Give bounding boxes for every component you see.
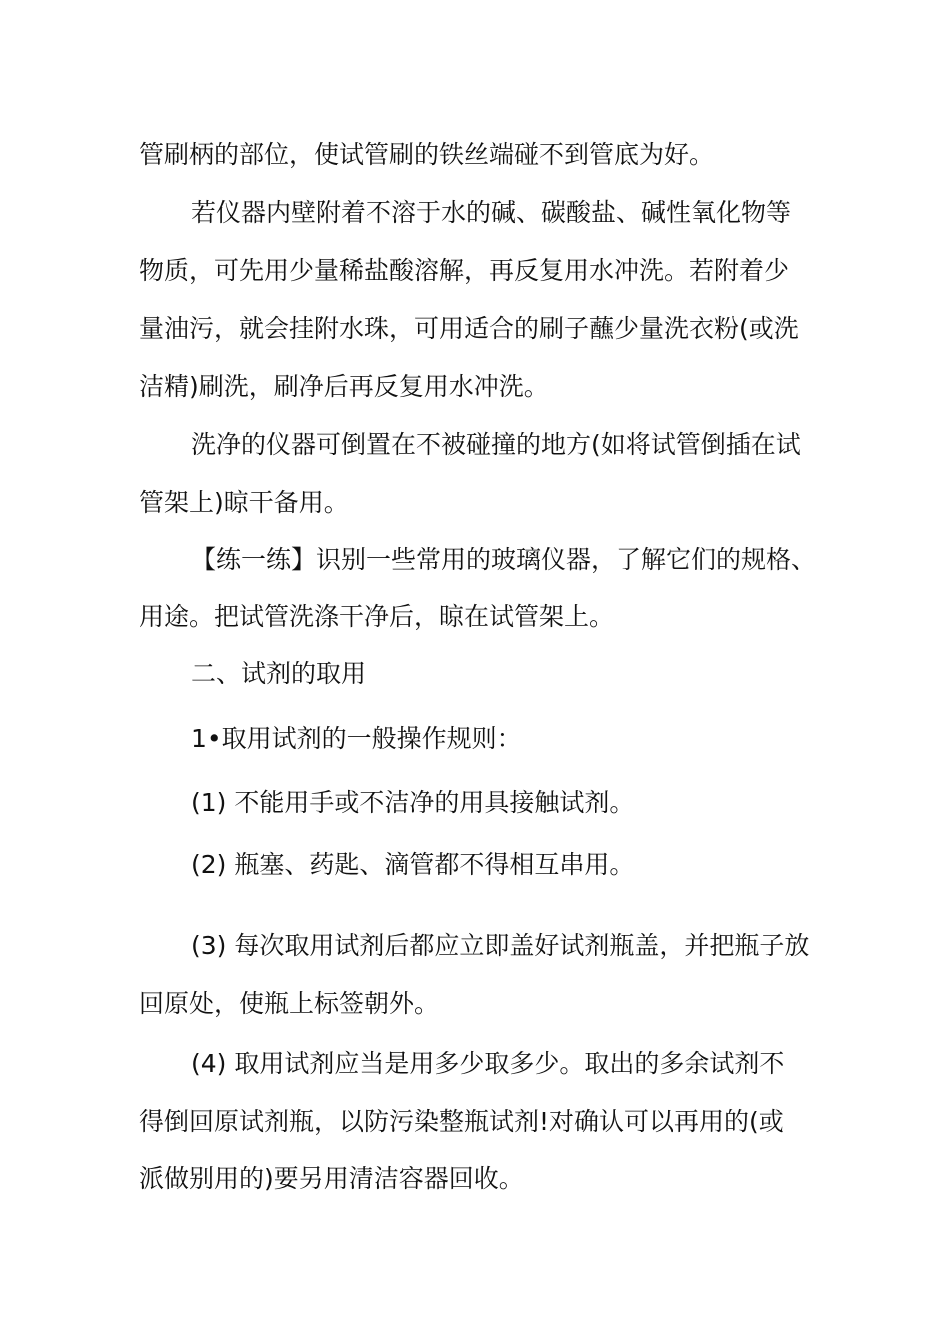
section-heading: 二、试剂的取用 <box>191 659 367 688</box>
text-line: 用途。把试管洗涤干净后，晾在试管架上。 <box>139 602 615 631</box>
text-line: 得倒回原试剂瓶，以防污染整瓶试剂!对确认可以再用的(或 <box>139 1107 784 1136</box>
text-line: 派做别用的)要另用清洁容器回收。 <box>139 1164 524 1193</box>
text-line: 物质，可先用少量稀盐酸溶解，再反复用水冲洗。若附着少 <box>139 256 790 285</box>
rule-item-1: (1) 不能用手或不洁净的用具接触试剂。 <box>191 788 635 817</box>
text-line: 管架上)晾干备用。 <box>139 488 349 517</box>
text-line: 量油污，就会挂附水珠，可用适合的刷子蘸少量洗衣粉(或洗 <box>139 314 799 343</box>
text-line: 回原处，使瓶上标签朝外。 <box>139 989 440 1018</box>
exercise-line: 【练一练】识别一些常用的玻璃仪器，了解它们的规格、 <box>191 545 817 574</box>
subsection-heading: 1•取用试剂的一般操作规则： <box>191 724 522 753</box>
text-line: 若仪器内壁附着不溶于水的碱、碳酸盐、碱性氧化物等 <box>191 198 792 227</box>
text-line: 洗净的仪器可倒置在不被碰撞的地方(如将试管倒插在试 <box>191 430 801 459</box>
text-line: 洁精)刷洗，刷净后再反复用水冲洗。 <box>139 372 549 401</box>
text-line: 管刷柄的部位，使试管刷的铁丝端碰不到管底为好。 <box>139 140 715 169</box>
rule-item-2: (2) 瓶塞、药匙、滴管都不得相互串用。 <box>191 850 635 879</box>
rule-item-3: (3) 每次取用试剂后都应立即盖好试剂瓶盖，并把瓶子放 <box>191 931 810 960</box>
rule-item-4: (4) 取用试剂应当是用多少取多少。取出的多余试剂不 <box>191 1049 785 1078</box>
